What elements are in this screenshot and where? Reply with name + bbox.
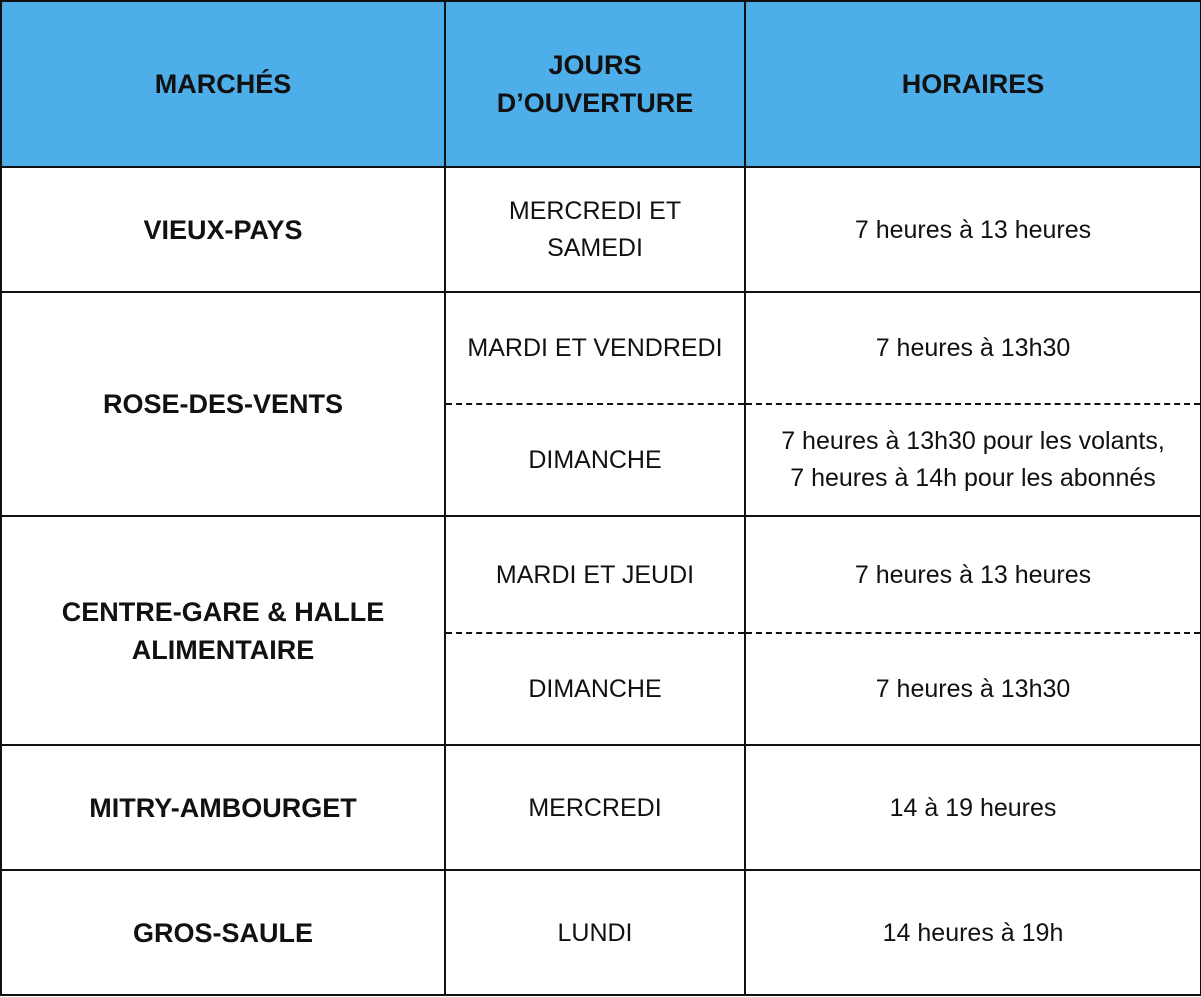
- opening-days-line: LUNDI: [557, 918, 633, 947]
- market-name: CENTRE-GARE & HALLE: [61, 596, 385, 627]
- table-row: [1, 870, 1201, 995]
- header-days-line-2: D’OUVERTURE: [496, 88, 694, 118]
- hours-cell: [745, 167, 1201, 292]
- market-name-cell: [1, 167, 445, 292]
- market-name: GROS-SAULE: [132, 917, 313, 948]
- market-name-cell: [1, 745, 445, 870]
- table-header: [1, 1, 1201, 167]
- opening-days-line: DIMANCHE: [528, 446, 662, 474]
- hours-cell: [745, 633, 1201, 745]
- market-name-cell: [1, 516, 445, 745]
- hours-cell: [745, 516, 1201, 633]
- opening-days-cell: [445, 516, 745, 633]
- hours-line: 7 heures à 13h30: [875, 675, 1071, 703]
- header-days-line-1: JOURS: [548, 50, 642, 80]
- hours-line: 7 heures à 13 heures: [854, 560, 1092, 589]
- hours-line: 7 heures à 13h30 pour les volants,: [781, 427, 1165, 455]
- opening-days-line: SAMEDI: [547, 233, 643, 262]
- header-markets: [1, 1, 445, 167]
- table-row: [1, 516, 1201, 633]
- hours-cell: [745, 745, 1201, 870]
- hours-line: 14 à 19 heures: [889, 793, 1057, 822]
- opening-days-line: MARDI ET VENDREDI: [467, 334, 723, 362]
- opening-days-line: MERCREDI: [528, 793, 662, 822]
- header-row: [1, 1, 1201, 167]
- opening-days-line: MERCREDI ET: [508, 196, 682, 225]
- header-opening-days: [445, 1, 745, 167]
- hours-line: 7 heures à 13h30: [875, 334, 1071, 362]
- opening-days-cell: [445, 292, 745, 404]
- table-row: [1, 745, 1201, 870]
- market-name: MITRY-AMBOURGET: [89, 792, 357, 823]
- hours-line: 14 heures à 19h: [882, 918, 1064, 947]
- table-body: [1, 167, 1201, 995]
- opening-days-line: DIMANCHE: [528, 675, 662, 703]
- header-hours-label: HORAIRES: [901, 69, 1045, 99]
- header-markets-label: MARCHÉS: [154, 69, 292, 99]
- opening-days-cell: [445, 404, 745, 516]
- opening-days-cell: [445, 745, 745, 870]
- hours-line: 7 heures à 14h pour les abonnés: [790, 464, 1156, 492]
- opening-days-cell: [445, 167, 745, 292]
- opening-days-cell: [445, 870, 745, 995]
- market-name-cell: [1, 870, 445, 995]
- market-name-cell: [1, 292, 445, 516]
- hours-line: 7 heures à 13 heures: [854, 215, 1092, 244]
- hours-cell: [745, 292, 1201, 404]
- market-name: VIEUX-PAYS: [143, 214, 303, 245]
- header-hours: [745, 1, 1201, 167]
- table-row: [1, 292, 1201, 404]
- hours-cell: [745, 870, 1201, 995]
- hours-cell: [745, 404, 1201, 516]
- market-name: ROSE-DES-VENTS: [102, 389, 344, 419]
- table-row: [1, 167, 1201, 292]
- opening-days-line: MARDI ET JEUDI: [495, 560, 695, 589]
- market-name: ALIMENTAIRE: [131, 634, 315, 665]
- opening-days-cell: [445, 633, 745, 745]
